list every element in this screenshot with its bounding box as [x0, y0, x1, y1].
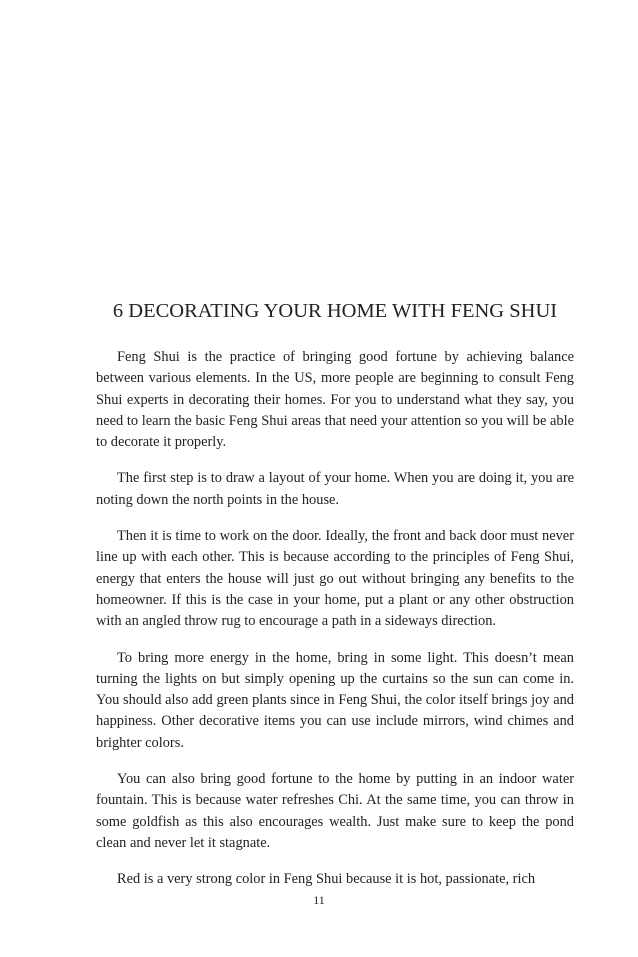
- paragraph-layout-step: The first step is to draw a layout of your home. When you are doing it, you are noting down the north points in the house.: [96, 470, 574, 508]
- chapter-body: [96, 347, 574, 906]
- page-number: 11: [313, 893, 325, 907]
- paragraph-water-fountain: You can also bring good fortune to the home by putting in an indoor water fountain. This is because water refreshes Chi. At the same time, you can throw in some goldfish as this also encourages wealth. Just make sure to keep the pond clean and never let it stagnate.: [96, 771, 574, 851]
- paragraph-red-color: Red is a very strong color in Feng Shui because it is hot, passionate, rich: [117, 871, 536, 888]
- chapter-title: 6 DECORATING YOUR HOME WITH FENG SHUI: [112, 300, 558, 322]
- paragraph-feng-shui-intro: Feng Shui is the practice of bringing good fortune by achieving balance between various elements. In the US, more people are beginning to consult Feng Shui experts in decorating their homes. For you to understand what they say, you need to learn the basic Feng Shui areas that need your attention so you will be able to decorate it properly.: [96, 349, 574, 451]
- paragraph-light-energy: To bring more energy in the home, bring in some light. This doesn’t mean turning the lights on but simply opening up the curtains so the sun can come in. You should also add green plants since in Feng Shui, the color itself brings joy and happiness. Other decorative items you can use include mirrors, wind chimes and brighter colors.: [96, 649, 574, 751]
- paragraph-door: Then it is time to work on the door. Ideally, the front and back door must never line up with each other. This is because according to the principles of Feng Shui, energy that enters the house will just go out without bringing any benefits to the homeowner. If this is the case in your home, put a plant or any other obstruction with an angled throw rug to encourage a path in a sideways direction.: [96, 528, 574, 630]
